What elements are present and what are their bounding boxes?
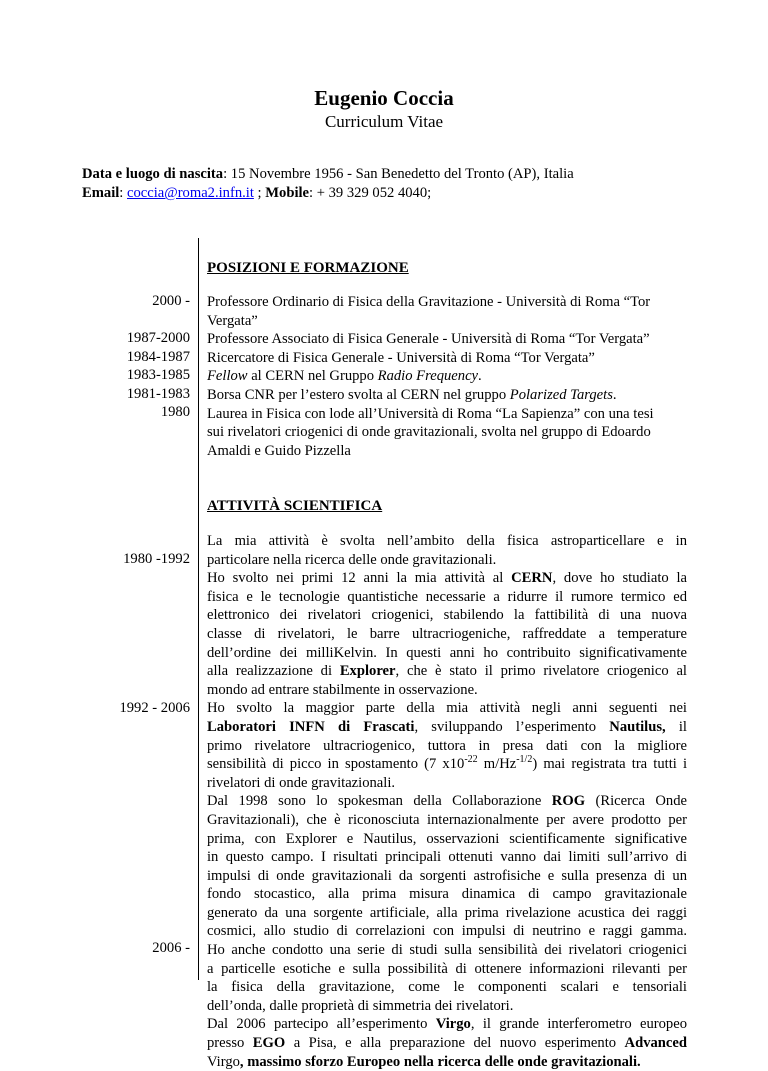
birth-value: : 15 Novembre 1956 - San Benedetto del Tronto (AP), Italia bbox=[223, 166, 574, 182]
activity-text: , il grande interferometro europeo bbox=[470, 1016, 687, 1033]
activity-text: (Ricerca Onde bbox=[585, 793, 688, 810]
birth-line bbox=[82, 165, 574, 184]
cnr-pre: Borsa CNR per l’estero svolta al CERN nel gruppo bbox=[207, 386, 510, 403]
activity-text: prima, con Explorer e Nautilus, osservazioni scientificamente significative bbox=[207, 830, 687, 847]
activity-year: 1980 -1992 bbox=[123, 551, 190, 567]
position-line: sui rivelatori criogenici di onde gravitazionali, svolta nel gruppo di Edoardo bbox=[207, 424, 651, 441]
activity-bold-term: Nautilus, bbox=[609, 718, 666, 735]
mobile-label: Mobile bbox=[265, 185, 310, 201]
activity-text: particolare nella ricerca delle onde gravitazionali. bbox=[207, 551, 497, 568]
position-line: Professore Associato di Fisica Generale - Università di Roma “Tor Vergata” bbox=[207, 331, 650, 348]
activity-line bbox=[207, 662, 687, 681]
activity-line bbox=[207, 867, 687, 886]
position-year: 1983-1985 bbox=[126, 367, 190, 383]
activity-body bbox=[207, 532, 687, 1071]
activity-line bbox=[207, 904, 687, 923]
activity-bold-term: Laboratori INFN di Frascati bbox=[207, 718, 415, 735]
mobile-value: : + 39 329 052 4040; bbox=[309, 185, 432, 201]
activity-line bbox=[207, 718, 687, 737]
position-line bbox=[207, 367, 687, 386]
position-year: 1984-1987 bbox=[126, 349, 190, 365]
activity-bold-term: , massimo sforzo Europeo nella ricerca delle onde gravitazionali. bbox=[239, 1053, 641, 1070]
activity-line bbox=[207, 699, 687, 718]
activity-line bbox=[207, 606, 687, 625]
birth-label: Data e luogo di nascita bbox=[82, 166, 224, 182]
activity-line bbox=[207, 848, 687, 867]
activity-bold-term: Advanced bbox=[624, 1035, 687, 1052]
activity-text: , che è stato il primo rivelatore criogenico al bbox=[395, 663, 687, 680]
sensitivity-text: ) mai registrata tra tutti i bbox=[532, 756, 687, 773]
activity-line bbox=[207, 625, 687, 644]
activity-text: Dal 2006 partecipo all’esperimento bbox=[207, 1016, 436, 1033]
activity-text: a Pisa, e alla preparazione del nuovo esperimento bbox=[285, 1035, 625, 1052]
activity-line bbox=[207, 1034, 687, 1053]
position-year: 1981-1983 bbox=[126, 386, 190, 402]
activity-line bbox=[207, 811, 687, 830]
activity-line bbox=[207, 588, 687, 607]
activity-text: cosmici, allo studio di correlazioni con impulsi di neutrino e raggi gamma. bbox=[207, 923, 687, 940]
activity-line bbox=[207, 830, 687, 849]
activity-bold-term: CERN bbox=[511, 570, 553, 587]
sensitivity-exponent: -1/2 bbox=[516, 754, 533, 766]
position-line: Professore Ordinario di Fisica della Gravitazione - Università di Roma “Tor bbox=[207, 294, 651, 310]
fellow-end: . bbox=[478, 368, 482, 385]
sensitivity-unit: m/Hz bbox=[477, 756, 517, 773]
activity-year: 2006 - bbox=[152, 940, 190, 956]
position-line bbox=[207, 386, 687, 405]
activity-text: Ho svolto nei primi 12 anni la mia attività al bbox=[207, 570, 512, 587]
position-line: Amaldi e Guido Pizzella bbox=[207, 442, 351, 459]
email-label: Email bbox=[82, 185, 120, 201]
activity-line bbox=[207, 922, 687, 941]
email-link[interactable]: coccia@roma2.infn.it bbox=[127, 185, 254, 201]
activity-line bbox=[207, 978, 687, 997]
position-line: Laurea in Fisica con lode all’Università di Roma “La Sapienza” con una tesi bbox=[207, 405, 654, 422]
activity-text: Gravitazionali), che è riconosciuta internazionalmente per avere prodotto per bbox=[207, 811, 687, 828]
activity-text: dell’onda, dalle proprietà di simmetria dei rivelatori. bbox=[207, 997, 514, 1014]
activity-text: mondo ad entrare stabilmente in osservazione. bbox=[207, 681, 478, 698]
position-year: 1987-2000 bbox=[126, 330, 190, 346]
email-sep: : bbox=[119, 185, 127, 201]
radio-frequency-italic: Radio Frequency bbox=[377, 368, 479, 385]
position-year: 2000 - bbox=[152, 293, 190, 309]
activity-text: generato da una sorgente artificiale, alla prima rivelazione acustica dei raggi bbox=[207, 904, 687, 921]
activity-text: , dove ho studiato la bbox=[552, 570, 688, 587]
activity-text: fondo stocastico, alla prima misura dinamica di campo gravitazionale bbox=[207, 886, 687, 903]
activity-line bbox=[207, 551, 687, 570]
positions-section-title: POSIZIONI E FORMAZIONE bbox=[207, 260, 409, 276]
fellow-italic: Fellow bbox=[207, 368, 248, 385]
position-line: Ricercatore di Fisica Generale - Università di Roma “Tor Vergata” bbox=[207, 349, 595, 366]
activity-line bbox=[207, 681, 687, 700]
activity-bold-term: EGO bbox=[252, 1035, 286, 1052]
activity-text: in questo campo. I risultati principali ottenuti vanno dai limiti sull’arrivo di bbox=[207, 849, 687, 866]
activity-bold-term: Explorer bbox=[339, 663, 396, 680]
activity-text: dell’ordine dei milliKelvin. In questi anni ho contribuito significativamente bbox=[207, 644, 687, 661]
activity-text: la fisica della gravitazione, come le componenti scalari e tensoriali bbox=[207, 979, 687, 996]
activity-text: primo rivelatore ultracriogenico, tuttora in presa dati con la migliore bbox=[207, 737, 687, 754]
polarized-targets-italic: Polarized Targets bbox=[509, 386, 613, 403]
activity-text: alla realizzazione di bbox=[207, 663, 340, 680]
activity-year: 1992 - 2006 bbox=[119, 700, 190, 716]
personal-info bbox=[82, 165, 574, 203]
activity-line bbox=[207, 997, 687, 1016]
activity-text: Virgo bbox=[207, 1053, 240, 1070]
sensitivity-text: sensibilità di picco in spostamento (7 x10 bbox=[207, 756, 465, 773]
activity-line bbox=[207, 774, 687, 793]
timeline-divider bbox=[198, 238, 199, 980]
activity-text: Dal 1998 sono lo spokesman della Collaborazione bbox=[207, 793, 552, 810]
position-list bbox=[207, 293, 687, 460]
activity-text: classe di rivelatori, le barre ultracriogeniche, raffreddate a temperature bbox=[207, 625, 687, 642]
activity-text: presso bbox=[207, 1035, 253, 1052]
activity-bold-term: ROG bbox=[551, 793, 586, 810]
activity-text: , sviluppando l’esperimento bbox=[414, 718, 610, 735]
activity-line bbox=[207, 1053, 687, 1071]
sensitivity-exponent: -22 bbox=[464, 754, 478, 766]
activity-text: Ho anche condotto una serie di studi sulla sensibilità dei rivelatori criogenici bbox=[207, 942, 687, 959]
activity-section-title: ATTIVITÀ SCIENTIFICA bbox=[207, 498, 383, 514]
activity-bold-term: Virgo bbox=[435, 1016, 471, 1033]
position-year: 1980 bbox=[160, 404, 190, 420]
fellow-mid: al CERN nel Gruppo bbox=[247, 368, 378, 385]
position-line: Vergata” bbox=[207, 312, 258, 329]
activity-line bbox=[207, 755, 687, 774]
activity-line bbox=[207, 644, 687, 663]
activity-line bbox=[207, 569, 687, 588]
activity-text: a particelle esotiche e sulla possibilità di ottenere informazioni rilevanti per bbox=[207, 960, 687, 977]
activity-line bbox=[207, 1015, 687, 1034]
activity-line bbox=[207, 532, 687, 551]
activity-text: La mia attività è svolta nell’ambito della fisica astroparticellare e in bbox=[207, 533, 687, 549]
person-name: Eugenio Coccia bbox=[314, 86, 454, 110]
activity-text: elettronico dei rivelatori criogenici, stabilendo la fattibilità di una nuova bbox=[207, 607, 687, 624]
activity-text: rivelatori di onde gravitazionali. bbox=[207, 774, 396, 791]
document-subtitle: Curriculum Vitae bbox=[324, 112, 444, 131]
activity-line bbox=[207, 941, 687, 960]
activity-line bbox=[207, 792, 687, 811]
activity-text: impulsi di onde gravitazionali da sorgenti astrofisiche e sulla presenza di un bbox=[207, 867, 687, 884]
activity-line bbox=[207, 960, 687, 979]
mobile-sep: ; bbox=[253, 185, 266, 201]
contact-line bbox=[82, 184, 574, 203]
cnr-end: . bbox=[612, 386, 617, 403]
activity-text: fisica e le tecnologie quantistiche necessarie a ridurre il rumore termico ed bbox=[207, 588, 687, 605]
activity-text: il bbox=[665, 718, 687, 735]
activity-line bbox=[207, 737, 687, 756]
activity-text: Ho svolto la maggior parte della mia attività negli anni seguenti nei bbox=[207, 700, 687, 717]
activity-line bbox=[207, 885, 687, 904]
